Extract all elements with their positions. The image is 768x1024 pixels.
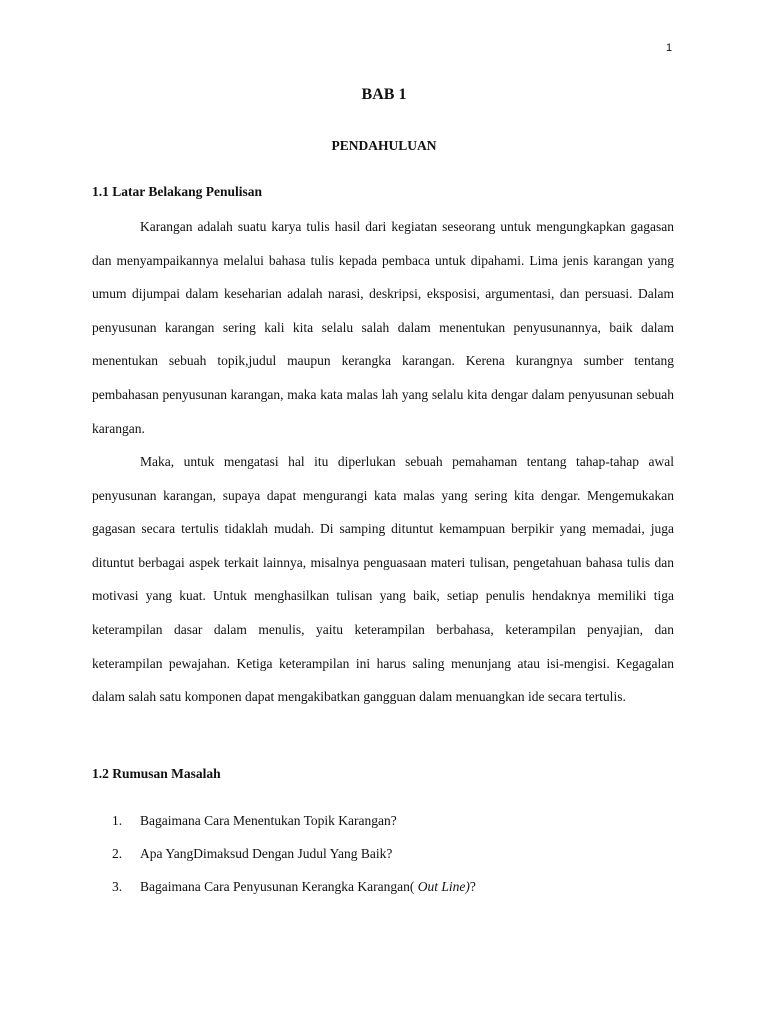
paragraph-2: Maka, untuk mengatasi hal itu diperlukan sebuah pemahaman tentang tahap-tahap awal penyusunan karangan, supaya dapat mengurangi kata malas yang sering kita dengar. Mengemukakan gagasan secara tertulis tidaklah mudah. Di samping dituntut kemampuan berpikir yang memadai, juga dituntut berbagai aspek terkait lainnya, misalnya penguasaan materi tulisan, pengetahuan bahasa tulis dan motivasi yang kuat. Untuk menghasilkan tulisan yang baik, setiap penulis hendaknya memiliki tiga keterampilan dasar dalam menulis, yaitu keterampilan berbahasa, keterampilan penyajian, dan keterampilan pewajahan. Ketiga keterampilan ini harus saling menunjang atau isi-mengisi. Kegagalan dalam salah satu komponen dapat mengakibatkan gangguan dalam menuangkan ide secara tertulis.: [92, 454, 674, 705]
chapter-title: BAB 1: [361, 86, 407, 103]
problem-list: [112, 813, 476, 912]
list-item: 3. Bagaimana Cara Penyusunan Kerangka Karangan( Out Line)?: [112, 879, 476, 894]
list-item: 2. Apa YangDimaksud Dengan Judul Yang Baik?: [112, 846, 393, 861]
list-item: 1. Bagaimana Cara Menentukan Topik Karangan?: [112, 813, 397, 828]
page-number: 1: [666, 42, 673, 54]
paragraph-1: Karangan adalah suatu karya tulis hasil dari kegiatan seseorang untuk mengungkapkan gagasan dan menyampaikannya melalui bahasa tulis kepada pembaca untuk dipahami. Lima jenis karangan yang umum dijumpai dalam keseharian adalah narasi, deskripsi, eksposisi, argumentasi, dan persuasi. Dalam penyusunan karangan sering kali kita selalu salah dalam menentukan penyusunannya, baik dalam menentukan sebuah topik,judul maupun kerangka karangan. Kerena kurangnya sumber tentang pembahasan penyusunan karangan, maka kata malas lah yang selalu kita dengar dalam penyusunan sebuah karangan.: [92, 219, 674, 436]
chapter-subtitle: PENDAHULUAN: [331, 138, 437, 153]
section-heading-latar-belakang: 1.1 Latar Belakang Penulisan: [92, 184, 263, 199]
section-heading-rumusan-masalah: 1.2 Rumusan Masalah: [92, 766, 221, 781]
